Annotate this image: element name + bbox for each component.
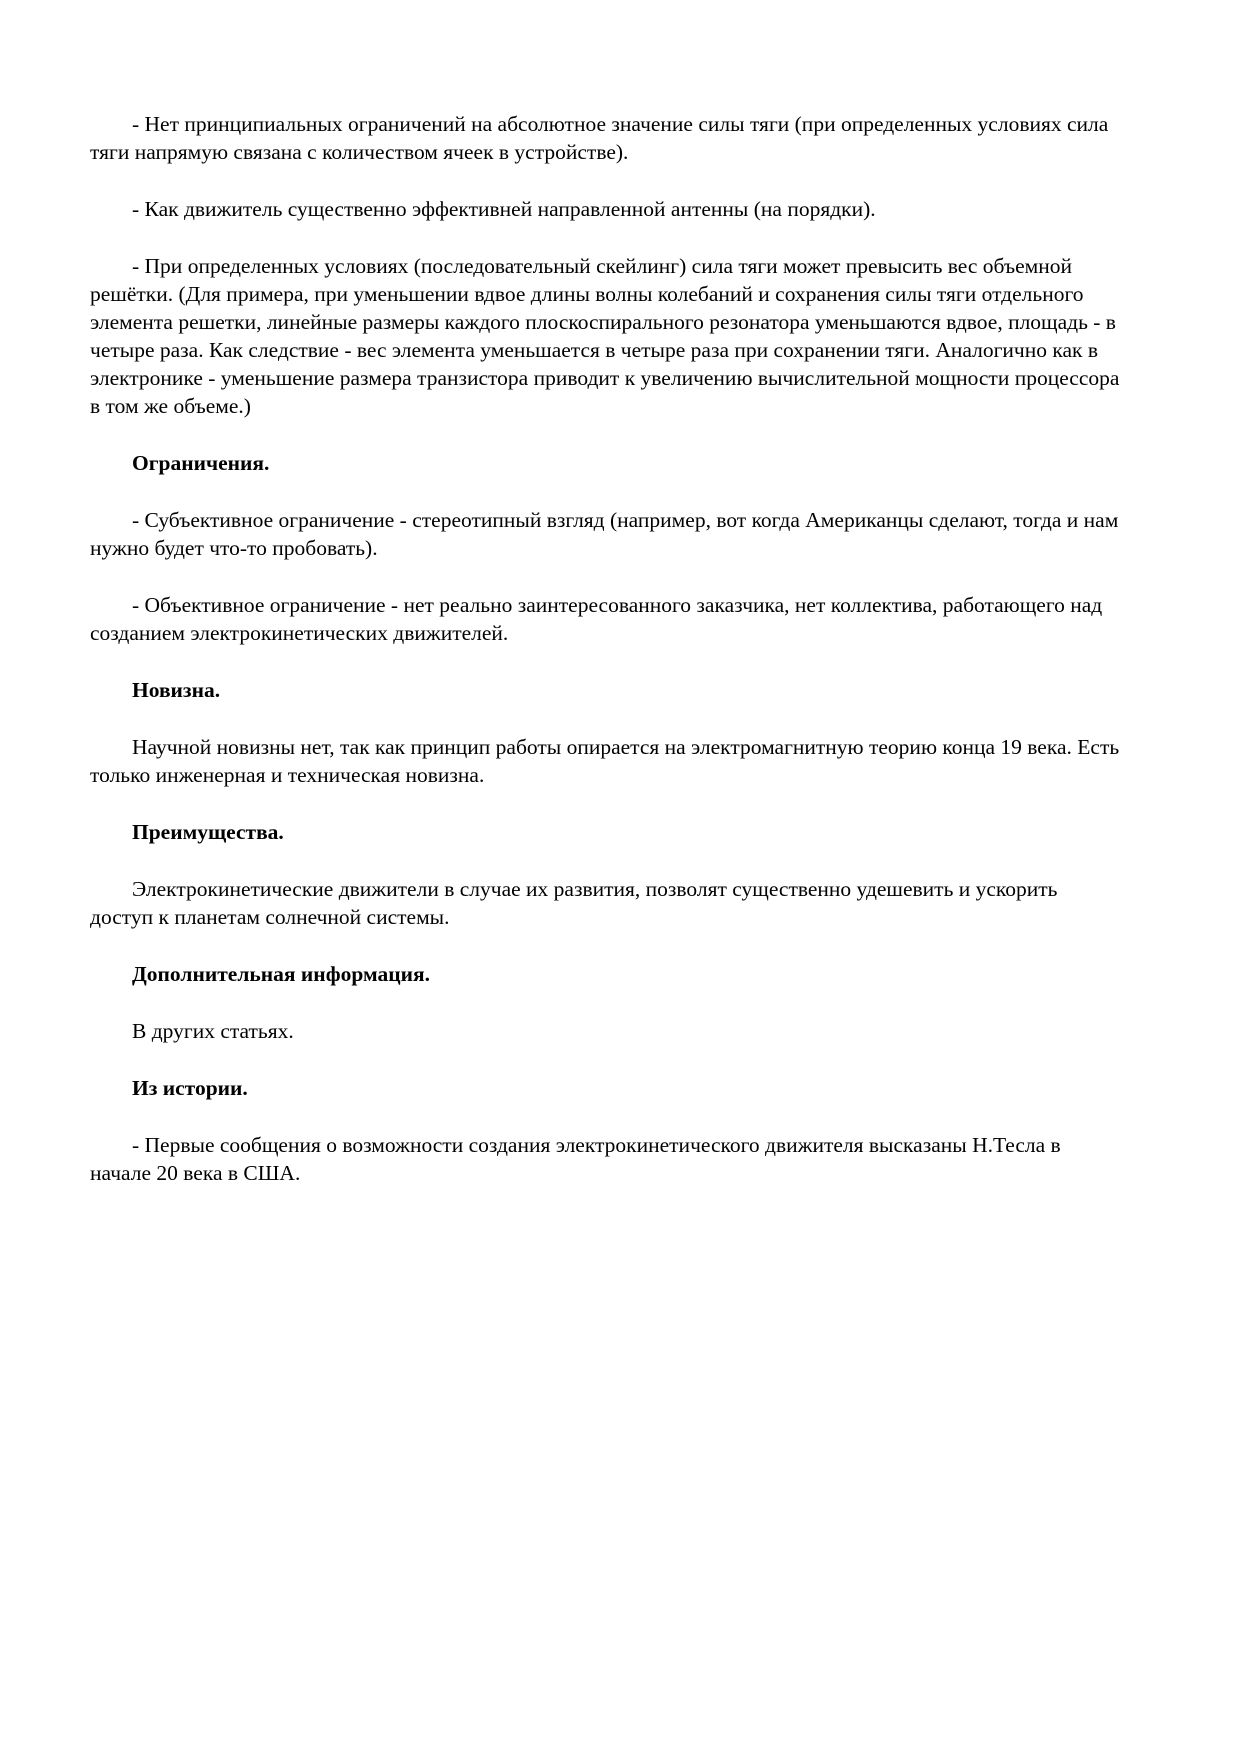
paragraph: Электрокинетические движители в случае их развития, позволят существенно удешевить и ускорить доступ к планетам солнечной системы. [90, 877, 1058, 929]
section-heading: Ограничения. [132, 451, 270, 475]
paragraph: В других статьях. [132, 1019, 294, 1043]
paragraph: Научной новизны нет, так как принцип работы опирается на электромагнитную теорию конца 19 века. Есть только инженерная и техническая новизна. [90, 735, 1120, 787]
paragraph: - Объективное ограничение - нет реально заинтересованного заказчика, нет коллектива, работающего над созданием электрокинетических движителей. [90, 593, 1103, 645]
section-heading: Новизна. [132, 678, 221, 702]
section-heading: Преимущества. [132, 820, 284, 844]
section-heading: Из истории. [132, 1076, 248, 1100]
paragraph: - Нет принципиальных ограничений на абсолютное значение силы тяги (при определенных условиях сила тяги напрямую связана с количеством ячеек в устройстве). [90, 112, 1109, 164]
section-heading: Дополнительная информация. [132, 962, 430, 986]
paragraph: - Как движитель существенно эффективней направленной антенны (на порядки). [132, 197, 876, 221]
paragraph: - Первые сообщения о возможности создания электрокинетического движителя высказаны Н.Тесла в начале 20 века в США. [90, 1133, 1061, 1185]
document-body [90, 110, 1122, 1187]
paragraph: - При определенных условиях (последовательный скейлинг) сила тяги может превысить вес объемной решётки. (Для примера, при уменьшении вдвое длины волны колебаний и сохранения силы тяги отдельного элемента решетки, линейные размеры каждого плоскоспирального резонатора уменьшаются вдвое, площадь - в четыре раза. Как следствие - вес элемента уменьшается в четыре раза при сохранении тяги. Аналогично как в электронике - уменьшение размера транзистора приводит к увеличению вычислительной мощности процессора в том же объеме.) [90, 254, 1120, 418]
paragraph: - Субъективное ограничение - стереотипный взгляд (например, вот когда Американцы сделают, тогда и нам нужно будет что-то пробовать). [90, 508, 1119, 560]
